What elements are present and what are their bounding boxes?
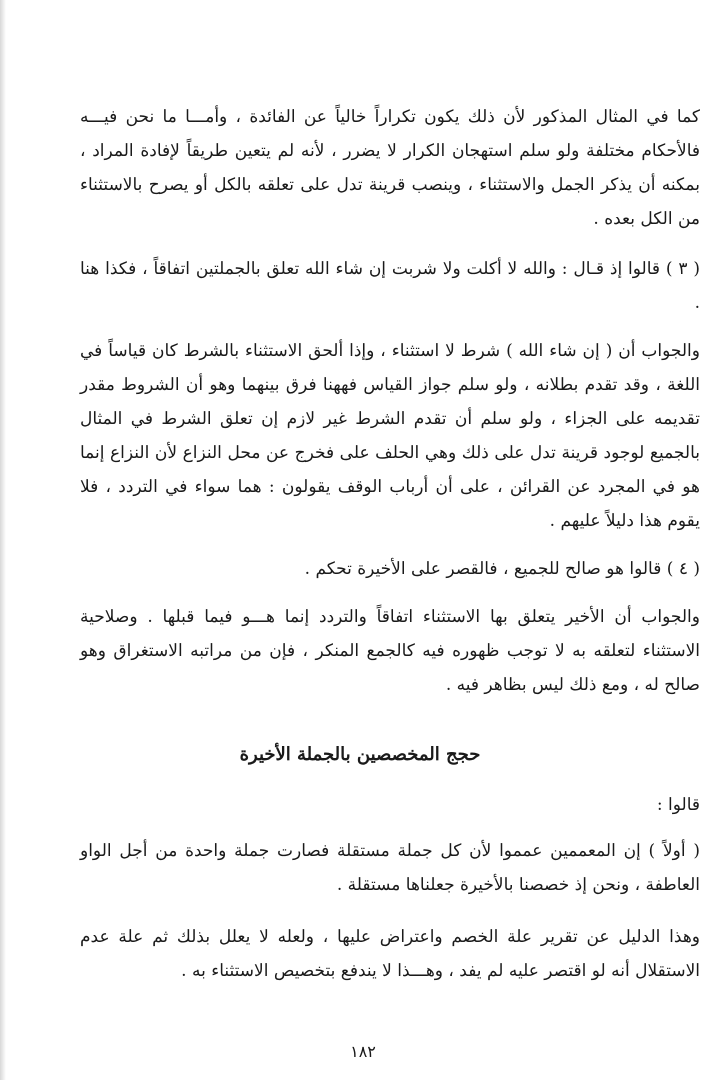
- paragraph-rebuttal: وهذا الدليل عن تقرير علة الخصم واعتراض عليها ، ولعله لا يعلل بذلك ثم علة عدم الاستقلال أنه لو اقتصر عليه لم يفد ، وهـــذا لا يندفع بتخصيص الاستثناء به .: [80, 927, 700, 981]
- paragraph-argument-4: ( ٤ ) قالوا هو صالح للجميع ، فالقصر على الأخيرة تحكم .: [304, 559, 700, 579]
- paragraph-argument-3: ( ٣ ) قالوا إذ قـال : والله لا أكلت ولا شربت إن شاء الله تعلق بالجملتين اتفاقاً ، فكذا هنا .: [80, 259, 700, 313]
- paragraph-first-argument: ( أولاً ) إن المعممين عمموا لأن كل جملة مستقلة فصارت جملة واحدة من أجل الواو العاطفة ، ونحن إذ خصصنا بالأخيرة جعلناها مستقلة .: [80, 841, 700, 895]
- paragraph-answer-3: والجواب أن ( إن شاء الله ) شرط لا استثناء ، وإذا ألحق الاستثناء بالشرط كان قياساً في اللغة ، وقد تقدم بطلانه ، ولو سلم جواز القياس فههنا فرق بينهما وهو أن الشروط مقدر تقديمه على الجزاء ، ولو سلم أن تقدم الشرط غير لازم إن تعلق الشرط في المثال بالجميع لوجود قرينة تدل على ذلك وهي الحلف على فخرج عن محل النزاع لأن النزاع إنما هو في المجرد عن القرائن ، على أن أرباب الوقف يقولون : هما سواء في التردد ، فلا يقوم هذا دليلاً عليهم .: [80, 341, 700, 531]
- section-heading: حجج المخصصين بالجملة الأخيرة: [239, 744, 481, 765]
- paragraph-answer-4: والجواب أن الأخير يتعلق بها الاستثناء اتفاقاً والتردد إنما هـــو فيما قبلها . وصلاحية الاستثناء لتعلقه به لا توجب ظهوره فيه كالجمع المنكر ، فإن من مراتبه الاستغراق وهو صالح له ، ومع ذلك ليس بظاهر فيه .: [80, 607, 700, 695]
- page-number: ١٨٢: [350, 1042, 376, 1061]
- paragraph-they-said: قالوا :: [656, 795, 700, 815]
- paragraph-1: كما في المثال المذكور لأن ذلك يكون تكراراً خالياً عن الفائدة ، وأمـــا ما نحن فيـــه فالأحكام مختلفة ولو سلم استهجان الكرار لا يضرر ، لأنه لم يتعين طريقاً لإفادة المراد ، بمكنه أن يذكر الجمل والاستثناء ، وينصب قرينة تدل على تعلقه بالكل أو يصرح بالاستثناء من الكل بعده .: [80, 107, 700, 229]
- scan-shadow-edge: [0, 0, 6, 1080]
